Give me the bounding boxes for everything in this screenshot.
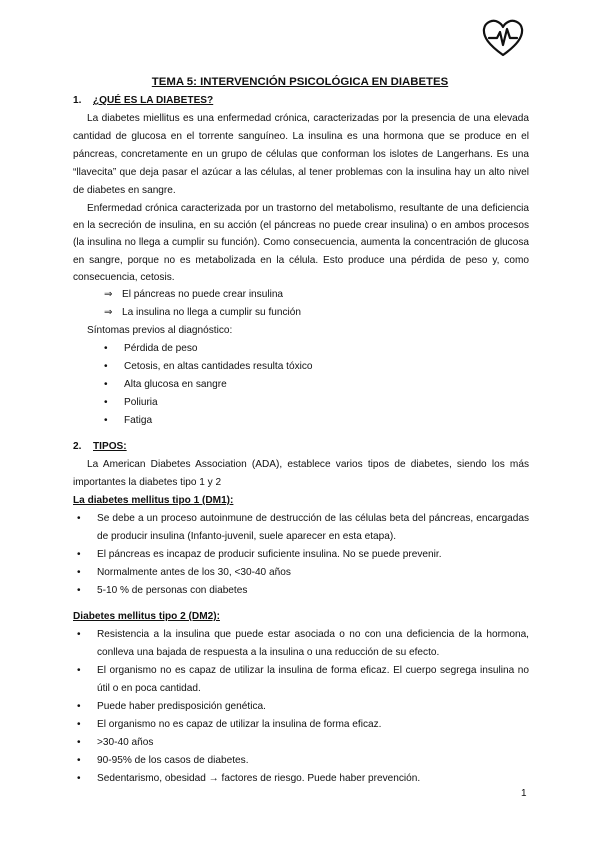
bullet-icon: • <box>77 513 81 525</box>
symptoms-label: Síntomas previos al diagnóstico: <box>87 325 233 337</box>
section-number: 2. <box>73 441 82 453</box>
list-item: • El páncreas es incapaz de producir suficiente insulina. No se puede prevenir. <box>77 546 529 564</box>
list-item: • Fatiga <box>104 412 529 430</box>
bullet-icon: • <box>104 397 108 409</box>
bullet-icon: • <box>77 773 81 785</box>
bullet-icon: • <box>104 415 108 427</box>
page-number: 1 <box>521 788 527 799</box>
document-title: TEMA 5: INTERVENCIÓN PSICOLÓGICA EN DIABETES <box>151 76 449 88</box>
bullet-icon: • <box>77 549 81 561</box>
list-item: • Poliuria <box>104 394 529 412</box>
list-item: • Normalmente antes de los 30, <30-40 años <box>77 564 529 582</box>
paragraph: La American Diabetes Association (ADA), establece varios tipos de diabetes, siendo los más importantes la diabetes tipo 1 y 2 <box>73 459 529 489</box>
list-item: ⇒ La insulina no llega a cumplir su función <box>104 304 529 322</box>
section-title: ¿QUÉ ES LA DIABETES? <box>93 95 214 106</box>
list-item: • Cetosis, en altas cantidades resulta tóxico <box>104 358 529 376</box>
arrow-icon: ⇒ <box>104 289 113 301</box>
section-title: TIPOS: <box>93 441 127 453</box>
list-item: • 5-10 % de personas con diabetes <box>77 582 529 600</box>
dm1-heading: La diabetes mellitus tipo 1 (DM1): <box>73 495 234 507</box>
bullet-icon: • <box>77 719 81 731</box>
symptoms-list <box>73 340 529 430</box>
document-body <box>73 92 529 788</box>
list-item: • El organismo no es capaz de utilizar la insulina de forma eficaz. <box>77 716 529 734</box>
bullet-icon: • <box>77 701 81 713</box>
list-item: • Sedentarismo, obesidad → factores de riesgo. Puede haber prevención. <box>77 770 529 788</box>
bullet-icon: • <box>77 629 81 641</box>
list-item: • Resistencia a la insulina que puede estar asociada o no con una deficiencia de la hormona, conlleva una bajada de respuesta a la insulina o una reducción de su efecto. <box>77 626 529 662</box>
bullet-icon: • <box>77 737 81 749</box>
heart-pulse-icon <box>481 18 525 58</box>
section-number: 1. <box>73 95 82 106</box>
bullet-icon: • <box>77 665 81 677</box>
list-item: • 90-95% de los casos de diabetes. <box>77 752 529 770</box>
bullet-icon: • <box>104 343 108 355</box>
section-heading-1 <box>73 92 529 110</box>
dm2-list <box>73 626 529 788</box>
bullet-icon: • <box>77 755 81 767</box>
arrow-icon: ⇒ <box>104 307 113 319</box>
paragraph: Enfermedad crónica caracterizada por un trastorno del metabolismo, resultante de una deficiencia en la secreción de insulina, en su acción (el páncreas no puede crear insulina) o en ambos procesos (la insulina no llega a cumplir su función). Como consecuencia, aumenta la concentración de glucosa en sangre, porque no es metabolizada en la célula. Esto produce una pérdida de peso y, como consecuencia, cetosis. <box>73 203 529 283</box>
bullet-icon: • <box>104 361 108 373</box>
list-item: • Se debe a un proceso autoinmune de destrucción de las células beta del páncreas, encargadas de producir insulina (Infanto-juvenil, suele aparecer en esta etapa). <box>77 510 529 546</box>
dm1-list <box>73 510 529 600</box>
bullet-icon: • <box>77 585 81 597</box>
list-item: • >30-40 años <box>77 734 529 752</box>
section-heading-2 <box>73 438 529 456</box>
list-item: • Alta glucosa en sangre <box>104 376 529 394</box>
bullet-icon: • <box>104 379 108 391</box>
list-item: • Pérdida de peso <box>104 340 529 358</box>
paragraph: La diabetes miellitus es una enfermedad crónica, caracterizadas por la presencia de una elevada cantidad de glucosa en el torrente sanguíneo. La insulina es una hormona que se produce en el páncreas, concretamente en un grupo de células que conforman los islotes de Langerhans. Es una “llavecita” que deja pasar el azúcar a las células, al tener problemas con la insulina hay un alto nivel de diabetes en sangre. <box>73 113 529 196</box>
arrow-list <box>73 286 529 322</box>
list-item: ⇒ El páncreas no puede crear insulina <box>104 286 529 304</box>
list-item: • Puede haber predisposición genética. <box>77 698 529 716</box>
bullet-icon: • <box>77 567 81 579</box>
list-item: • El organismo no es capaz de utilizar la insulina de forma eficaz. El cuerpo segrega insulina no útil o en poca cantidad. <box>77 662 529 698</box>
dm2-heading: Diabetes mellitus tipo 2 (DM2): <box>73 611 220 623</box>
